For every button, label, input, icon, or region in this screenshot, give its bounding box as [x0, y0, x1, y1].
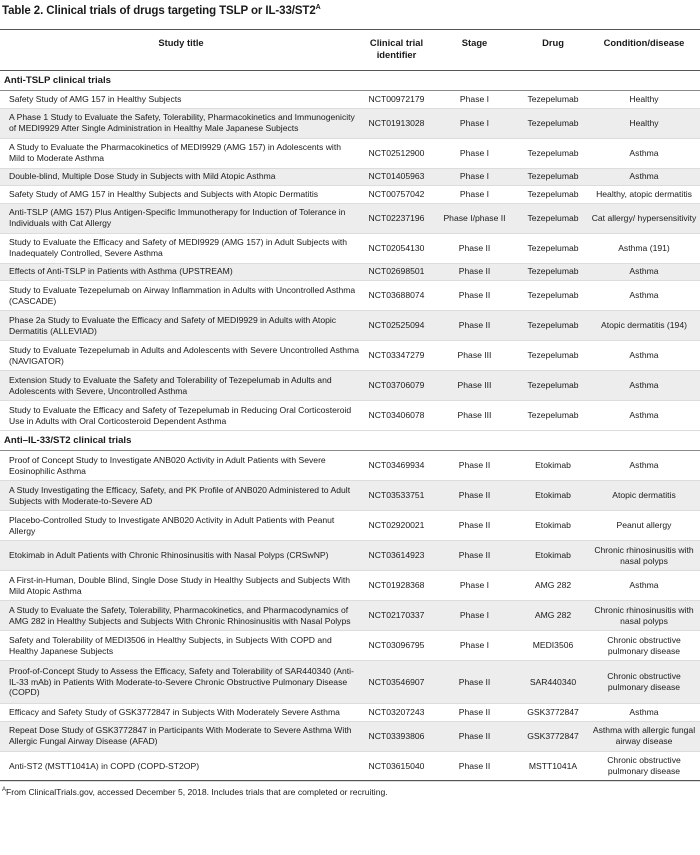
- condition-cell: Asthma: [588, 281, 700, 311]
- table-row: [0, 281, 700, 311]
- study-title-cell: Study to Evaluate Tezepelumab on Airway Inflammation in Adults with Uncontrolled Asthma (CASCADE): [0, 281, 362, 311]
- table-row: [0, 91, 700, 109]
- condition-cell: Atopic dermatitis (194): [588, 311, 700, 341]
- trial-id-cell: NCT03207243: [362, 704, 431, 722]
- drug-cell: Tezepelumab: [518, 341, 588, 371]
- drug-cell: Tezepelumab: [518, 108, 588, 138]
- table-row: [0, 571, 700, 601]
- table-row: [0, 751, 700, 781]
- drug-cell: Tezepelumab: [518, 401, 588, 431]
- table-row: [0, 311, 700, 341]
- header-row: [0, 30, 700, 71]
- condition-cell: Chronic obstructive pulmonary disease: [588, 751, 700, 781]
- stage-cell: Phase I/phase II: [431, 203, 518, 233]
- section-header-row: [0, 431, 700, 451]
- condition-cell: Asthma with allergic fungal airway disease: [588, 721, 700, 751]
- trial-id-cell: NCT03533751: [362, 481, 431, 511]
- stage-cell: Phase II: [431, 661, 518, 704]
- condition-cell: Cat allergy/ hypersensitivity: [588, 203, 700, 233]
- drug-cell: AMG 282: [518, 601, 588, 631]
- trial-id-cell: NCT03406078: [362, 401, 431, 431]
- drug-cell: Tezepelumab: [518, 91, 588, 109]
- study-title-cell: Safety Study of AMG 157 in Healthy Subjects and Subjects with Atopic Dermatitis: [0, 186, 362, 204]
- condition-cell: Chronic rhinosinusitis with nasal polyps: [588, 541, 700, 571]
- stage-cell: Phase III: [431, 401, 518, 431]
- trial-id-cell: NCT03347279: [362, 341, 431, 371]
- condition-cell: Asthma: [588, 168, 700, 186]
- study-title-cell: Study to Evaluate the Efficacy and Safety of Tezepelumab in Reducing Oral Corticosteroid Use in Adults with Oral Corticosteroid Dependent Asthma: [0, 401, 362, 431]
- stage-cell: Phase III: [431, 341, 518, 371]
- drug-cell: Tezepelumab: [518, 263, 588, 281]
- condition-cell: Chronic obstructive pulmonary disease: [588, 631, 700, 661]
- trial-id-cell: NCT02698501: [362, 263, 431, 281]
- trial-id-cell: NCT03096795: [362, 631, 431, 661]
- condition-cell: Atopic dermatitis: [588, 481, 700, 511]
- stage-cell: Phase III: [431, 371, 518, 401]
- trial-id-cell: NCT03469934: [362, 451, 431, 481]
- trial-id-cell: NCT01405963: [362, 168, 431, 186]
- drug-cell: Tezepelumab: [518, 186, 588, 204]
- table-row: [0, 511, 700, 541]
- table-row: [0, 481, 700, 511]
- drug-cell: Etokimab: [518, 481, 588, 511]
- stage-cell: Phase I: [431, 91, 518, 109]
- stage-cell: Phase II: [431, 511, 518, 541]
- table-row: [0, 721, 700, 751]
- trial-id-cell: NCT02054130: [362, 233, 431, 263]
- drug-cell: Etokimab: [518, 511, 588, 541]
- condition-cell: Asthma: [588, 263, 700, 281]
- stage-cell: Phase II: [431, 721, 518, 751]
- table-row: [0, 371, 700, 401]
- drug-cell: Tezepelumab: [518, 203, 588, 233]
- header-stage: Stage: [431, 30, 518, 71]
- study-title-cell: Extension Study to Evaluate the Safety and Tolerability of Tezepelumab in Adults and Adolescents with Severe, Uncontrolled Asthma: [0, 371, 362, 401]
- trial-id-cell: NCT03615040: [362, 751, 431, 781]
- study-title-cell: Effects of Anti-TSLP in Patients with Asthma (UPSTREAM): [0, 263, 362, 281]
- section-label: Anti-TSLP clinical trials: [0, 71, 700, 91]
- condition-cell: Asthma: [588, 371, 700, 401]
- trial-id-cell: NCT03706079: [362, 371, 431, 401]
- condition-cell: Peanut allergy: [588, 511, 700, 541]
- drug-cell: SAR440340: [518, 661, 588, 704]
- stage-cell: Phase I: [431, 571, 518, 601]
- trial-id-cell: NCT00757042: [362, 186, 431, 204]
- study-title-cell: Proof of Concept Study to Investigate ANB020 Activity in Adult Patients with Severe Eosinophilic Asthma: [0, 451, 362, 481]
- title-footnote-marker: A: [315, 4, 321, 11]
- table-row: [0, 138, 700, 168]
- stage-cell: Phase I: [431, 601, 518, 631]
- condition-cell: Asthma: [588, 341, 700, 371]
- trial-id-cell: NCT03614923: [362, 541, 431, 571]
- study-title-cell: Etokimab in Adult Patients with Chronic Rhinosinusitis with Nasal Polyps (CRSwNP): [0, 541, 362, 571]
- drug-cell: GSK3772847: [518, 704, 588, 722]
- condition-cell: Chronic rhinosinusitis with nasal polyps: [588, 601, 700, 631]
- table-row: [0, 203, 700, 233]
- study-title-cell: A Study to Evaluate the Safety, Tolerability, Pharmacokinetics, and Pharmacodynamics of AMG 282 in Healthy Subjects and Subjects With Chronic Rhinosinusitis with Nasal Polyps: [0, 601, 362, 631]
- footnote-marker: A: [2, 787, 7, 794]
- stage-cell: Phase I: [431, 168, 518, 186]
- trial-id-cell: NCT03393806: [362, 721, 431, 751]
- condition-cell: Asthma (191): [588, 233, 700, 263]
- table-row: [0, 631, 700, 661]
- condition-cell: Asthma: [588, 571, 700, 601]
- drug-cell: Tezepelumab: [518, 233, 588, 263]
- condition-cell: Healthy: [588, 108, 700, 138]
- stage-cell: Phase I: [431, 631, 518, 661]
- stage-cell: Phase II: [431, 704, 518, 722]
- condition-cell: Asthma: [588, 401, 700, 431]
- drug-cell: Tezepelumab: [518, 311, 588, 341]
- section-header-row: [0, 71, 700, 91]
- trial-id-cell: NCT02525094: [362, 311, 431, 341]
- header-study-title: Study title: [0, 30, 362, 71]
- study-title-cell: Proof-of-Concept Study to Assess the Efficacy, Safety and Tolerability of SAR440340 (Anti-IL-33 mAb) in Patients With Moderate-to-Severe Chronic Obstructive Pulmonary Disease (COPD): [0, 661, 362, 704]
- study-title-cell: Safety Study of AMG 157 in Healthy Subjects: [0, 91, 362, 109]
- table-row: [0, 263, 700, 281]
- table-row: [0, 541, 700, 571]
- stage-cell: Phase I: [431, 186, 518, 204]
- study-title-cell: A First-in-Human, Double Blind, Single Dose Study in Healthy Subjects and Subjects With Mild Atopic Asthma: [0, 571, 362, 601]
- table-row: [0, 341, 700, 371]
- stage-cell: Phase I: [431, 138, 518, 168]
- study-title-cell: Repeat Dose Study of GSK3772847 in Participants With Moderate to Severe Asthma With Allergic Fungal Airway Disease (AFAD): [0, 721, 362, 751]
- drug-cell: Tezepelumab: [518, 281, 588, 311]
- condition-cell: Healthy: [588, 91, 700, 109]
- stage-cell: Phase II: [431, 751, 518, 781]
- stage-cell: Phase II: [431, 541, 518, 571]
- study-title-cell: A Phase 1 Study to Evaluate the Safety, Tolerability, Pharmacokinetics and Immunogenicity of MEDI9929 After Single Administration in Healthy Male Japanese Subjects: [0, 108, 362, 138]
- drug-cell: Tezepelumab: [518, 168, 588, 186]
- table-row: [0, 601, 700, 631]
- study-title-cell: Safety and Tolerability of MEDI3506 in Healthy Subjects, in Subjects With COPD and Healthy Japanese Subjects: [0, 631, 362, 661]
- drug-cell: MSTT1041A: [518, 751, 588, 781]
- drug-cell: GSK3772847: [518, 721, 588, 751]
- drug-cell: Tezepelumab: [518, 371, 588, 401]
- clinical-trials-table: [0, 29, 700, 782]
- trial-id-cell: NCT02170337: [362, 601, 431, 631]
- study-title-cell: A Study to Evaluate the Pharmacokinetics of MEDI9929 (AMG 157) in Adolescents with Mild to Moderate Asthma: [0, 138, 362, 168]
- section-label: Anti–IL-33/ST2 clinical trials: [0, 431, 700, 451]
- study-title-cell: Study to Evaluate Tezepelumab in Adults and Adolescents with Severe Uncontrolled Asthma (NAVIGATOR): [0, 341, 362, 371]
- stage-cell: Phase II: [431, 233, 518, 263]
- study-title-cell: Study to Evaluate the Efficacy and Safety of MEDI9929 (AMG 157) in Adult Subjects with Inadequately Controlled, Severe Asthma: [0, 233, 362, 263]
- table-row: [0, 704, 700, 722]
- drug-cell: Etokimab: [518, 451, 588, 481]
- table-row: [0, 451, 700, 481]
- condition-cell: Asthma: [588, 138, 700, 168]
- trial-id-cell: NCT01928368: [362, 571, 431, 601]
- trial-id-cell: NCT03546907: [362, 661, 431, 704]
- stage-cell: Phase II: [431, 311, 518, 341]
- study-title-cell: Anti-TSLP (AMG 157) Plus Antigen-Specific Immunotherapy for Induction of Tolerance in Individuals with Cat Allergy: [0, 203, 362, 233]
- drug-cell: Tezepelumab: [518, 138, 588, 168]
- table-row: [0, 401, 700, 431]
- study-title-cell: Anti-ST2 (MSTT1041A) in COPD (COPD-ST2OP): [0, 751, 362, 781]
- condition-cell: Asthma: [588, 451, 700, 481]
- drug-cell: MEDI3506: [518, 631, 588, 661]
- header-condition: Condition/disease: [588, 30, 700, 71]
- study-title-cell: A Study Investigating the Efficacy, Safety, and PK Profile of ANB020 Administered to Adult Subjects with Moderate-to-Severe AD: [0, 481, 362, 511]
- drug-cell: Etokimab: [518, 541, 588, 571]
- table-row: [0, 661, 700, 704]
- trial-id-cell: NCT02920021: [362, 511, 431, 541]
- table-row: [0, 233, 700, 263]
- table-row: [0, 186, 700, 204]
- stage-cell: Phase II: [431, 263, 518, 281]
- stage-cell: Phase II: [431, 451, 518, 481]
- condition-cell: Chronic obstructive pulmonary disease: [588, 661, 700, 704]
- table-footnote: $^A$From ClinicalTrials.gov, accessed December 5, 2018. Includes trials that are completed or recruiting.: [2, 787, 388, 797]
- trial-id-cell: NCT03688074: [362, 281, 431, 311]
- header-drug: Drug: [518, 30, 588, 71]
- condition-cell: Asthma: [588, 704, 700, 722]
- stage-cell: Phase II: [431, 481, 518, 511]
- stage-cell: Phase II: [431, 281, 518, 311]
- table-row: [0, 168, 700, 186]
- stage-cell: Phase I: [431, 108, 518, 138]
- study-title-cell: Placebo-Controlled Study to Investigate ANB020 Activity in Adult Patients with Peanut Allergy: [0, 511, 362, 541]
- study-title-cell: Efficacy and Safety Study of GSK3772847 in Subjects With Moderately Severe Asthma: [0, 704, 362, 722]
- trial-id-cell: NCT02237196: [362, 203, 431, 233]
- table-bottom-rule: [0, 780, 700, 781]
- trial-id-cell: NCT01913028: [362, 108, 431, 138]
- table-row: [0, 108, 700, 138]
- trial-id-cell: NCT02512900: [362, 138, 431, 168]
- study-title-cell: Double-blind, Multiple Dose Study in Subjects with Mild Atopic Asthma: [0, 168, 362, 186]
- condition-cell: Healthy, atopic dermatitis: [588, 186, 700, 204]
- table-title: Table 2. Clinical trials of drugs targeting TSLP or $IL-33/ST2^A$: [2, 4, 321, 17]
- trial-id-cell: NCT00972179: [362, 91, 431, 109]
- header-trial-identifier: Clinical trial identifier: [362, 30, 431, 71]
- drug-cell: AMG 282: [518, 571, 588, 601]
- study-title-cell: Phase 2a Study to Evaluate the Efficacy and Safety of MEDI9929 in Adults with Atopic Dermatitis (ALLEVIAD): [0, 311, 362, 341]
